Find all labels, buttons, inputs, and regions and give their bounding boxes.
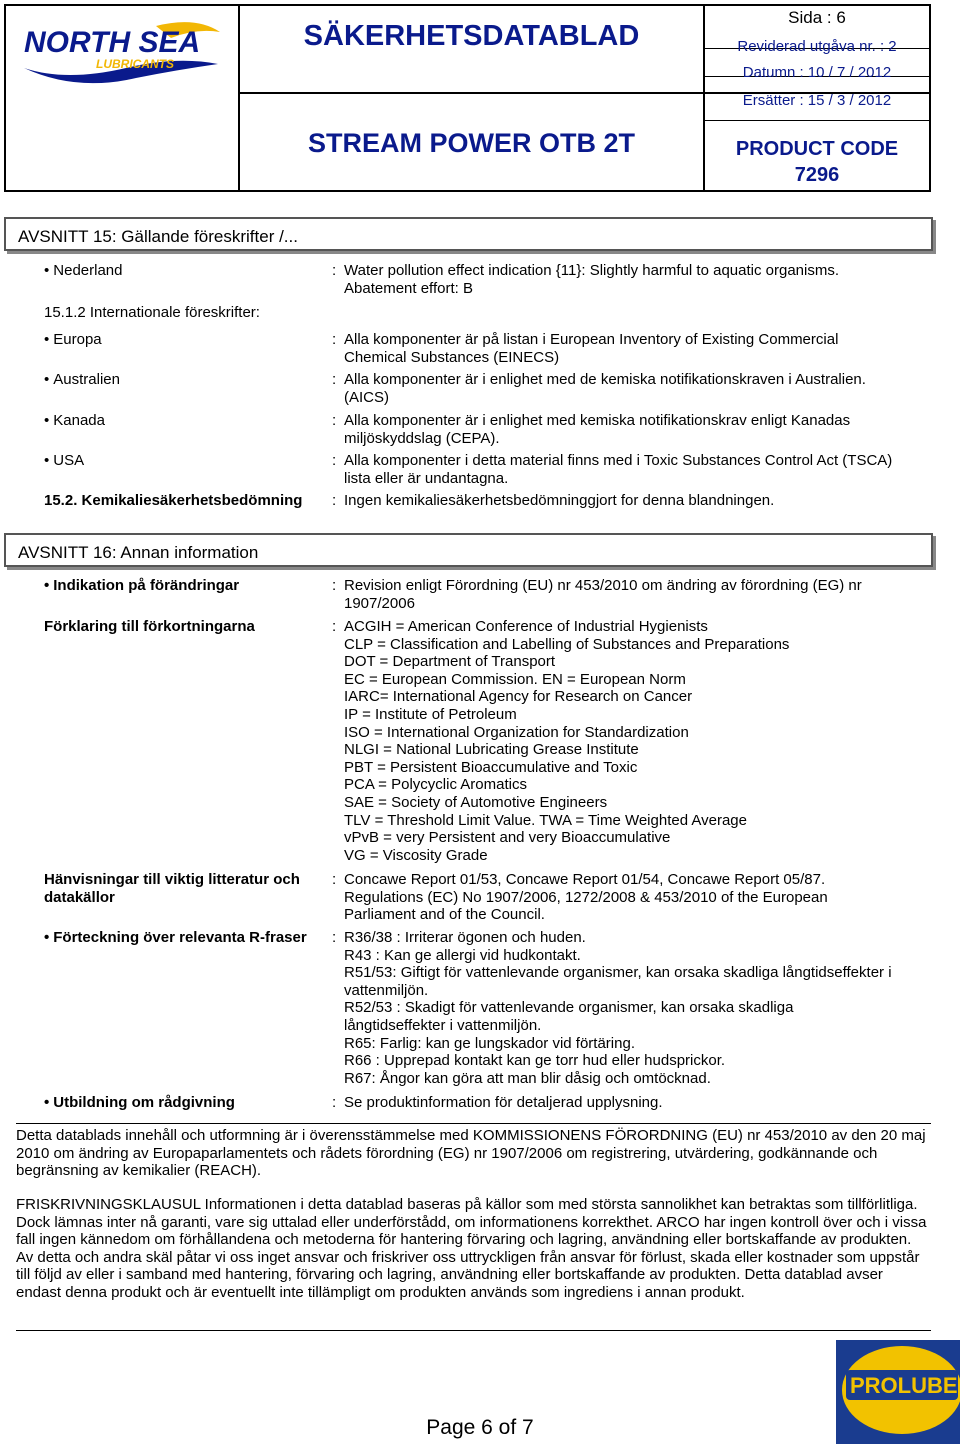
usa-value: Alla komponenter i detta material finns med i Toxic Substances Control Act (TSCA) lista eller är undantagna. (344, 452, 893, 487)
australien-value: Alla komponenter är i enlighet med de kemiska notifikationskraven i Australien. (AICS) (344, 371, 866, 406)
colon: : (332, 1094, 337, 1111)
references-value: Concawe Report 01/53, Concawe Report 01/54, Concawe Report 05/87. Regulations (EC) No 1907/2006, 1272/2008 & 453/2010 of the European Parliament and of the Council. (344, 871, 828, 924)
page-number: Page 6 of 7 (426, 1416, 534, 1439)
colon: : (332, 412, 337, 429)
training-label: • Utbildning om rådgivning (44, 1094, 235, 1112)
colon: : (332, 577, 337, 594)
colon: : (332, 871, 337, 888)
r-phrases-label: • Förteckning över relevanta R-fraser (44, 929, 307, 947)
chemical-safety-assessment-label: 15.2. Kemikaliesäkerhetsbedömning (44, 492, 303, 509)
page-indicator: Sida : 6 (788, 8, 846, 27)
changes-label: • Indikation på förändringar (44, 577, 239, 595)
references-label: Hänvisningar till viktig litteratur och datakällor (44, 871, 300, 906)
training-value: Se produktinformation för detaljerad upplysning. (344, 1094, 663, 1111)
colon: : (332, 371, 337, 388)
changes-value: Revision enligt Förordning (EU) nr 453/2010 om ändring av förordning (EG) nr 1907/2006 (344, 577, 862, 612)
section-16-title: AVSNITT 16: Annan information (18, 543, 259, 562)
compliance-statement: Detta datablads innehåll och utformning är i överensstämmelse med KOMMISSIONENS FÖRORDNING (EU) nr 453/2010 av den 20 maj 2010 om ändring av Europaparlamentets och rådets förordning (EG) nr 1907/2006 om registrering, utvärdering, godkännande och begränsning av kemikalier (REACH). (16, 1127, 926, 1180)
product-code: 7296 (794, 164, 840, 186)
abbreviations-label: Förklaring till förkortningarna (44, 618, 255, 635)
document-header (4, 4, 931, 192)
disclaimer-text: FRISKRIVNINGSKLAUSUL Informationen i detta datablad baseras på källor som med största sannolikhet kan betraktas som tillförlitliga. Dock lämnas inter nå garanti, vare sig uttalad eller underförstådd, om informationens korrekthet. ARCO har ingen kontroll över och i vissa fall ingen kännedom om förhållandena och metoderna för hantering förvaring och lagring, användning eller bortskaffande av produkten. Av detta och andra skäl påtar vi oss inget ansvar och friskriver oss uttryckligen från ansvar för förlust, skada eller kostnader som uppstår till följd av eller i samband med hantering, förvaring och lagring, användning eller bortskaffande av produkten. Detta datablad avser endast denna produkt och är eventuellt inte tillämpligt om produkten används som ingrediens i annan produkt. (16, 1196, 927, 1301)
replaces-date: Ersätter : 15 / 3 / 2012 (742, 92, 892, 109)
nederland-value: Water pollution effect indication {11}: Slightly harmful to aquatic organisms. Abatement effort: B (344, 262, 839, 297)
logo-text-lubricants: LUBRICANTS (96, 57, 174, 71)
revision-number: Reviderad utgåva nr. : 2 (737, 38, 897, 55)
kanada-value: Alla komponenter är i enlighet med kemiska notifikationskrav enligt Kanadas miljöskyddslag (CEPA). (344, 412, 851, 447)
europa-label: • Europa (44, 331, 102, 349)
nederland-label: • Nederland (44, 262, 122, 280)
europa-value: Alla komponenter är på listan i European Inventory of Existing Commercial Chemical Substances (EINECS) (344, 331, 839, 366)
section-15-title: AVSNITT 15: Gällande föreskrifter /... (18, 227, 298, 246)
document-title: SÄKERHETSDATABLAD (303, 20, 640, 52)
colon: : (332, 492, 337, 509)
prolube-logo (836, 1340, 960, 1444)
colon: : (332, 331, 337, 348)
section-16-header (4, 533, 933, 567)
r-phrases-value: R36/38 : Irriterar ögonen och huden. R43 : Kan ge allergi vid hudkontakt. R51/53: Giftigt för vattenlevande organismer, kan orsaka skadliga långtidseffekter i vattenmiljön. R52/53 : Skadigt för vattenlevande organismer, kan orsaka skadliga långtidseffekter i vattenmiljön. R65: Farlig: kan ge lungskador vid förtäring. R66 : Upprepad kontakt kan ge torr hud eller hudsprickor. R67: Ångor kan göra att man blir dåsig och omtöcknad. (344, 929, 892, 1087)
colon: : (332, 929, 337, 946)
north-sea-logo (6, 6, 238, 92)
kanada-label: • Kanada (44, 412, 105, 430)
colon: : (332, 452, 337, 469)
product-code-label: PRODUCT CODE (735, 138, 899, 160)
product-name: STREAM POWER OTB 2T (307, 128, 635, 158)
colon: : (332, 618, 337, 635)
section-15-header (4, 217, 933, 251)
chemical-safety-assessment-value: Ingen kemikaliesäkerhetsbedömninggjort for denna blandningen. (344, 492, 775, 509)
usa-label: • USA (44, 452, 84, 470)
australien-label: • Australien (44, 371, 120, 389)
revision-date: Datumn : 10 / 7 / 2012 (742, 64, 892, 81)
logo-text-north-sea: NORTH SEA (24, 26, 201, 59)
abbreviations-value: ACGIH = American Conference of Industrial Hygienists CLP = Classification and Labelling of Substances and Preparations DOT = Department of Transport EC = European Commission. EN = European Norm IARC= International Agency for Research on Cancer IP = Institute of Petroleum ISO = International Organization for Standardization NLGI = National Lubricating Grease Institute PBT = Persistent Bioaccumulative and Toxic PCA = Polycyclic Aromatics SAE = Society of Automotive Engineers TLV = Threshold Limit Value. TWA = Time Weighted Average vPvB = very Persistent and very Bioaccumulative VG = Viscosity Grade (344, 618, 790, 864)
colon: : (332, 262, 337, 279)
prolube-text: PROLUBE (850, 1373, 958, 1398)
international-regulations-label: 15.1.2 Internationale föreskrifter: (44, 304, 260, 321)
